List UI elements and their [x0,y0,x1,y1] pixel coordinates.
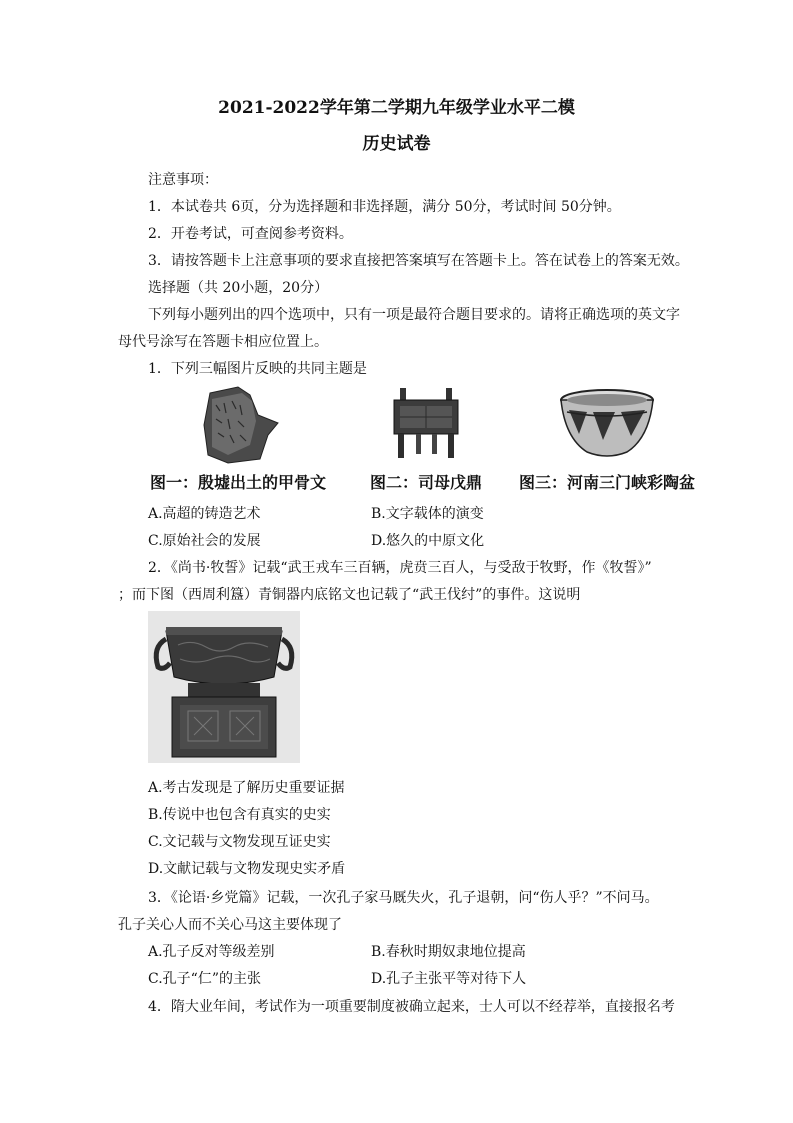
li-gui-bronze-image [148,611,300,763]
section-heading: 选择题（共 20小题，20分） [148,280,329,296]
q1-option-d[interactable]: D.悠久的中原文化 [371,533,485,549]
q2-stem-2: ；而下图（西周利簋）青铜器内底铭文也记载了“武王伐纣”的事件。这说明 [118,587,581,603]
q3-option-c[interactable]: C.孔子“仁”的主张 [148,971,261,987]
q3-option-a[interactable]: A.孔子反对等级差别 [148,944,275,960]
notice-heading: 注意事项： [148,172,218,188]
q1-caption-1: 图一：殷墟出土的甲骨文 [150,473,327,492]
simuwu-ding-image [386,386,466,460]
q1-option-a[interactable]: A.高超的铸造艺术 [148,506,261,522]
section-instruction-2: 母代号涂写在答题卡相应位置上。 [118,334,328,350]
painted-pottery-basin-image [557,388,657,462]
q3-option-b[interactable]: B.春秋时期奴隶地位提高 [371,944,526,960]
q2-option-b[interactable]: B.传说中也包含有真实的史实 [148,807,331,823]
q2-option-c[interactable]: C.文记载与文物发现互证史实 [148,834,331,850]
exam-title: 2021-2022学年第二学期九年级学业水平二模 [218,98,575,118]
subject-title: 历史试卷 [362,134,431,154]
section-instruction-1: 下列每小题列出的四个选项中，只有一项是最符合题目要求的。请将正确选项的英文字 [148,307,680,323]
notice-item-1: 1．本试卷共 6页，分为选择题和非选择题，满分 50分，考试时间 50分钟。 [148,199,621,215]
q2-stem-1: 2．《尚书·牧誓》记载“武王戎车三百辆，虎贲三百人，与受敌于牧野，作《牧誓》” [148,560,652,576]
q3-stem-1: 3．《论语·乡党篇》记载，一次孔子家马厩失火，孔子退朝，问“伤人乎？”不问马。 [148,890,659,906]
q2-option-d[interactable]: D.文献记载与文物发现史实矛盾 [148,861,346,877]
q1-option-b[interactable]: B.文字载体的演变 [371,506,484,522]
oracle-bone-image [198,385,282,465]
q1-caption-2: 图二：司母戊鼎 [370,473,483,492]
q1-option-c[interactable]: C.原始社会的发展 [148,533,261,549]
q1-stem: 1．下列三幅图片反映的共同主题是 [148,361,367,377]
q1-caption-3: 图三：河南三门峡彩陶盆 [519,473,696,492]
q2-option-a[interactable]: A.考古发现是了解历史重要证据 [148,780,345,796]
notice-item-2: 2．开卷考试，可查阅参考资料。 [148,226,353,242]
q3-option-d[interactable]: D.孔子主张平等对待下人 [371,971,527,987]
notice-item-3: 3．请按答题卡上注意事项的要求直接把答案填写在答题卡上。答在试卷上的答案无效。 [148,253,689,269]
q4-stem-1: 4．隋大业年间，考试作为一项重要制度被确立起来，士人可以不经荐举，直接报名考 [148,999,675,1015]
q3-stem-2: 孔子关心人而不关心马这主要体现了 [118,917,342,933]
